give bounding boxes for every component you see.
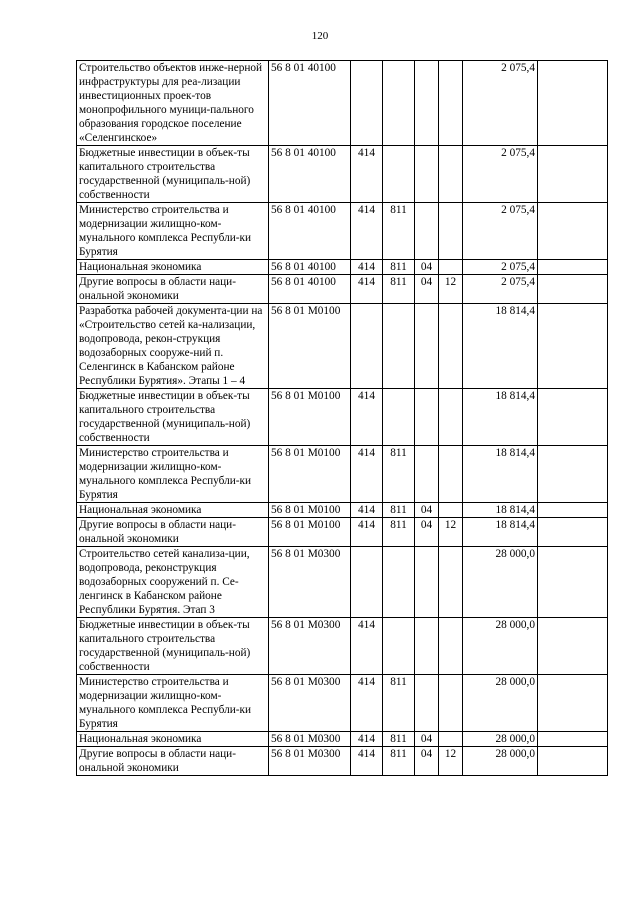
expense-type-cell: 414	[351, 503, 383, 518]
amount-cell: 2 075,4	[463, 260, 538, 275]
section-code-cell: 04	[415, 503, 439, 518]
extra-cell	[538, 61, 608, 146]
section-code-cell: 04	[415, 518, 439, 547]
subsection-code-cell: 12	[439, 518, 463, 547]
expense-type-cell: 414	[351, 675, 383, 732]
subsection-code-cell: 12	[439, 747, 463, 776]
section-code-cell	[415, 304, 439, 389]
section-code-cell	[415, 446, 439, 503]
expense-type-cell: 414	[351, 146, 383, 203]
extra-cell	[538, 146, 608, 203]
section-code-cell: 04	[415, 275, 439, 304]
expense-type-cell: 414	[351, 275, 383, 304]
expense-type-cell: 414	[351, 732, 383, 747]
extra-cell	[538, 618, 608, 675]
table-row	[77, 518, 608, 547]
table-row	[77, 675, 608, 732]
administrator-code-cell: 811	[383, 446, 415, 503]
extra-cell	[538, 732, 608, 747]
target-article-code-cell: 56 8 01 M0100	[269, 304, 351, 389]
amount-cell: 2 075,4	[463, 275, 538, 304]
administrator-code-cell	[383, 304, 415, 389]
subsection-code-cell	[439, 389, 463, 446]
extra-cell	[538, 389, 608, 446]
table-row	[77, 389, 608, 446]
target-article-code-cell: 56 8 01 40100	[269, 203, 351, 260]
budget-table-body	[77, 61, 608, 776]
target-article-code-cell: 56 8 01 M0100	[269, 503, 351, 518]
subsection-code-cell	[439, 304, 463, 389]
amount-cell: 28 000,0	[463, 732, 538, 747]
row-name-cell: Бюджетные инвестиции в объек-ты капитального строительства государственной (муниципаль-ной) собственности	[77, 618, 269, 675]
extra-cell	[538, 747, 608, 776]
target-article-code-cell: 56 8 01 M0300	[269, 547, 351, 618]
section-code-cell	[415, 547, 439, 618]
row-name-cell: Другие вопросы в области наци-ональной экономики	[77, 275, 269, 304]
row-name-cell: Разработка рабочей документа-ции на «Строительство сетей ка-нализации, водопровода, рекон-струкция водозаборных сооруже-ний п. Селенгинск в Кабанском районе Республики Бурятия». Этапы 1 – 4	[77, 304, 269, 389]
table-row	[77, 503, 608, 518]
row-name-cell: Национальная экономика	[77, 260, 269, 275]
expense-type-cell: 414	[351, 203, 383, 260]
administrator-code-cell	[383, 547, 415, 618]
administrator-code-cell: 811	[383, 747, 415, 776]
target-article-code-cell: 56 8 01 M0300	[269, 747, 351, 776]
expense-type-cell	[351, 61, 383, 146]
row-name-cell: Национальная экономика	[77, 503, 269, 518]
administrator-code-cell	[383, 146, 415, 203]
target-article-code-cell: 56 8 01 M0300	[269, 675, 351, 732]
extra-cell	[538, 446, 608, 503]
row-name-cell: Строительство сетей канализа-ции, водопровода, реконструкция водозаборных сооружений п. Се-ленгинск в Кабанском районе Республики Бурятия. Этап 3	[77, 547, 269, 618]
subsection-code-cell	[439, 732, 463, 747]
row-name-cell: Национальная экономика	[77, 732, 269, 747]
amount-cell: 18 814,4	[463, 389, 538, 446]
administrator-code-cell: 811	[383, 675, 415, 732]
target-article-code-cell: 56 8 01 40100	[269, 61, 351, 146]
row-name-cell: Министерство строительства и модернизации жилищно-ком-мунального комплекса Республи-ки Бурятия	[77, 446, 269, 503]
extra-cell	[538, 275, 608, 304]
extra-cell	[538, 503, 608, 518]
expense-type-cell	[351, 547, 383, 618]
administrator-code-cell: 811	[383, 275, 415, 304]
row-name-cell: Бюджетные инвестиции в объек-ты капитального строительства государственной (муниципаль-ной) собственности	[77, 389, 269, 446]
administrator-code-cell: 811	[383, 260, 415, 275]
amount-cell: 18 814,4	[463, 518, 538, 547]
target-article-code-cell: 56 8 01 40100	[269, 146, 351, 203]
row-name-cell: Строительство объектов инже-нерной инфраструктуры для реа-лизации инвестиционных проек-тов монопрофильного муници-пального образования городское поселение «Селенгинское»	[77, 61, 269, 146]
subsection-code-cell	[439, 446, 463, 503]
subsection-code-cell	[439, 61, 463, 146]
target-article-code-cell: 56 8 01 M0100	[269, 389, 351, 446]
section-code-cell: 04	[415, 260, 439, 275]
administrator-code-cell: 811	[383, 203, 415, 260]
amount-cell: 18 814,4	[463, 446, 538, 503]
table-row	[77, 547, 608, 618]
row-name-cell: Другие вопросы в области наци-ональной экономики	[77, 518, 269, 547]
administrator-code-cell: 811	[383, 503, 415, 518]
extra-cell	[538, 675, 608, 732]
table-row	[77, 618, 608, 675]
amount-cell: 2 075,4	[463, 61, 538, 146]
extra-cell	[538, 547, 608, 618]
target-article-code-cell: 56 8 01 40100	[269, 260, 351, 275]
table-row	[77, 61, 608, 146]
expense-type-cell: 414	[351, 618, 383, 675]
amount-cell: 28 000,0	[463, 547, 538, 618]
target-article-code-cell: 56 8 01 M0100	[269, 518, 351, 547]
administrator-code-cell	[383, 61, 415, 146]
section-code-cell	[415, 675, 439, 732]
subsection-code-cell	[439, 503, 463, 518]
row-name-cell: Министерство строительства и модернизации жилищно-ком-мунального комплекса Республи-ки Бурятия	[77, 675, 269, 732]
row-name-cell: Другие вопросы в области наци-ональной экономики	[77, 747, 269, 776]
extra-cell	[538, 304, 608, 389]
section-code-cell: 04	[415, 732, 439, 747]
extra-cell	[538, 518, 608, 547]
amount-cell: 28 000,0	[463, 675, 538, 732]
subsection-code-cell	[439, 618, 463, 675]
expense-type-cell: 414	[351, 518, 383, 547]
section-code-cell: 04	[415, 747, 439, 776]
subsection-code-cell	[439, 675, 463, 732]
table-row	[77, 747, 608, 776]
section-code-cell	[415, 146, 439, 203]
subsection-code-cell	[439, 203, 463, 260]
expense-type-cell: 414	[351, 446, 383, 503]
table-row	[77, 732, 608, 747]
target-article-code-cell: 56 8 01 M0100	[269, 446, 351, 503]
table-row	[77, 260, 608, 275]
table-row	[77, 304, 608, 389]
section-code-cell	[415, 61, 439, 146]
amount-cell: 28 000,0	[463, 618, 538, 675]
amount-cell: 2 075,4	[463, 146, 538, 203]
extra-cell	[538, 203, 608, 260]
table-row	[77, 146, 608, 203]
expense-type-cell: 414	[351, 389, 383, 446]
administrator-code-cell	[383, 389, 415, 446]
budget-table	[76, 60, 608, 776]
row-name-cell: Министерство строительства и модернизации жилищно-ком-мунального комплекса Республи-ки Бурятия	[77, 203, 269, 260]
amount-cell: 18 814,4	[463, 304, 538, 389]
administrator-code-cell: 811	[383, 518, 415, 547]
expense-type-cell: 414	[351, 260, 383, 275]
subsection-code-cell: 12	[439, 275, 463, 304]
section-code-cell	[415, 389, 439, 446]
amount-cell: 28 000,0	[463, 747, 538, 776]
target-article-code-cell: 56 8 01 M0300	[269, 732, 351, 747]
amount-cell: 18 814,4	[463, 503, 538, 518]
subsection-code-cell	[439, 260, 463, 275]
expense-type-cell: 414	[351, 747, 383, 776]
target-article-code-cell: 56 8 01 M0300	[269, 618, 351, 675]
subsection-code-cell	[439, 146, 463, 203]
expense-type-cell	[351, 304, 383, 389]
table-row	[77, 446, 608, 503]
page-number: 120	[311, 30, 329, 42]
table-row	[77, 275, 608, 304]
administrator-code-cell: 811	[383, 732, 415, 747]
extra-cell	[538, 260, 608, 275]
amount-cell: 2 075,4	[463, 203, 538, 260]
table-row	[77, 203, 608, 260]
target-article-code-cell: 56 8 01 40100	[269, 275, 351, 304]
row-name-cell: Бюджетные инвестиции в объек-ты капитального строительства государственной (муниципаль-ной) собственности	[77, 146, 269, 203]
section-code-cell	[415, 203, 439, 260]
administrator-code-cell	[383, 618, 415, 675]
subsection-code-cell	[439, 547, 463, 618]
section-code-cell	[415, 618, 439, 675]
